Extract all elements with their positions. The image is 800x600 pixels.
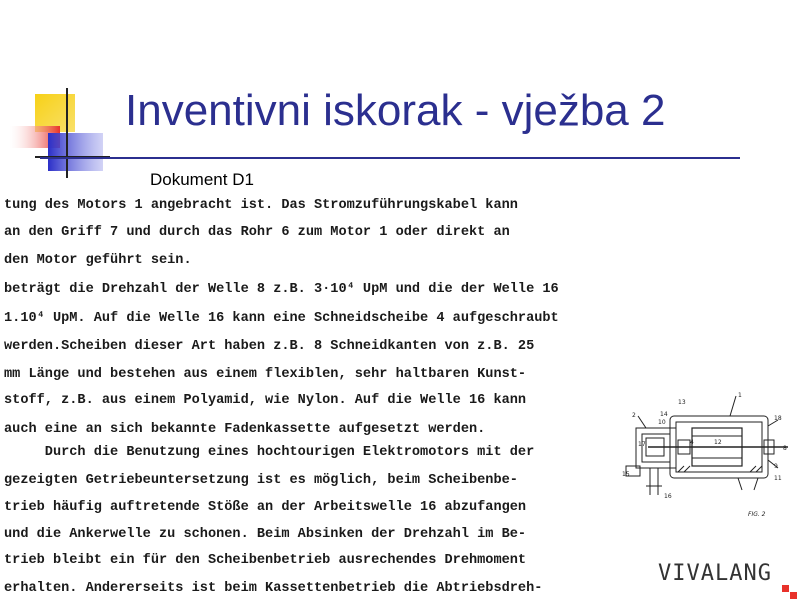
figure-label: 1 bbox=[738, 392, 742, 399]
doc-line: tung des Motors 1 angebracht ist. Das Stromzuführungskabel kann bbox=[4, 198, 518, 213]
slide-title: Inventivni iskorak - vježba 2 bbox=[125, 86, 666, 135]
figure-label: 9 bbox=[774, 463, 778, 470]
doc-line: mm Länge und bestehen aus einem flexiblen, sehr haltbaren Kunst- bbox=[4, 367, 527, 382]
figure-label: 2 bbox=[632, 412, 636, 419]
doc-line: Durch die Benutzung eines hochtourigen Elektromotors mit der bbox=[4, 445, 535, 460]
figure-label: 11 bbox=[774, 475, 782, 482]
figure-label: 13 bbox=[678, 399, 686, 406]
doc-line: werden.Scheiben dieser Art haben z.B. 8 Schneidkanten von z.B. 25 bbox=[4, 339, 535, 354]
doc-line: stoff, z.B. aus einem Polyamid, wie Nylon. Auf die Welle 16 kann bbox=[4, 393, 527, 408]
patent-figure-drawing bbox=[618, 390, 790, 522]
doc-line: erhalten. Andererseits ist beim Kassettenbetrieb die Abtriebsdreh- bbox=[4, 581, 543, 596]
figure-label: 14 bbox=[660, 411, 668, 418]
figure-caption: FIG. 2 bbox=[748, 511, 766, 518]
brand-logo-text: VIVALANG bbox=[658, 561, 772, 586]
figure-label: 12 bbox=[714, 439, 722, 446]
doc-line: und die Ankerwelle zu schonen. Beim Absinken der Drehzahl im Be- bbox=[4, 527, 527, 542]
doc-line: gezeigten Getriebeuntersetzung ist es möglich, beim Scheibenbe- bbox=[4, 473, 518, 488]
figure-label: 17 bbox=[638, 441, 646, 448]
doc-line: trieb häufig auftretende Stöße an der Arbeitswelle 16 abzufangen bbox=[4, 500, 527, 515]
doc-line: 1.10⁴ UpM. Auf die Welle 16 kann eine Schneidscheibe 4 aufgeschraubt bbox=[4, 311, 559, 326]
doc-line: an den Griff 7 und durch das Rohr 6 zum Motor 1 oder direkt an bbox=[4, 225, 510, 240]
doc-line: beträgt die Drehzahl der Welle 8 z.B. 3·10⁴ UpM und die der Welle 16 bbox=[4, 282, 559, 297]
doc-line: trieb bleibt ein für den Scheibenbetrieb ausrechendes Drehmoment bbox=[4, 553, 527, 568]
slide-logo-mark bbox=[10, 88, 110, 183]
figure-label: 15 bbox=[622, 471, 630, 478]
figure-label: 16 bbox=[664, 493, 672, 500]
figure-label: 8 bbox=[783, 445, 787, 452]
doc-line: auch eine an sich bekannte Fadenkassette aufgesetzt werden. bbox=[4, 422, 486, 437]
figure-label: 10 bbox=[658, 419, 666, 426]
brand-logo-mark bbox=[772, 585, 800, 600]
slide-subtitle: Dokument D1 bbox=[150, 170, 254, 189]
figure-label: 4 bbox=[690, 439, 694, 446]
figure-label: 18 bbox=[774, 415, 782, 422]
title-underline bbox=[40, 157, 740, 159]
doc-line: den Motor geführt sein. bbox=[4, 253, 192, 268]
